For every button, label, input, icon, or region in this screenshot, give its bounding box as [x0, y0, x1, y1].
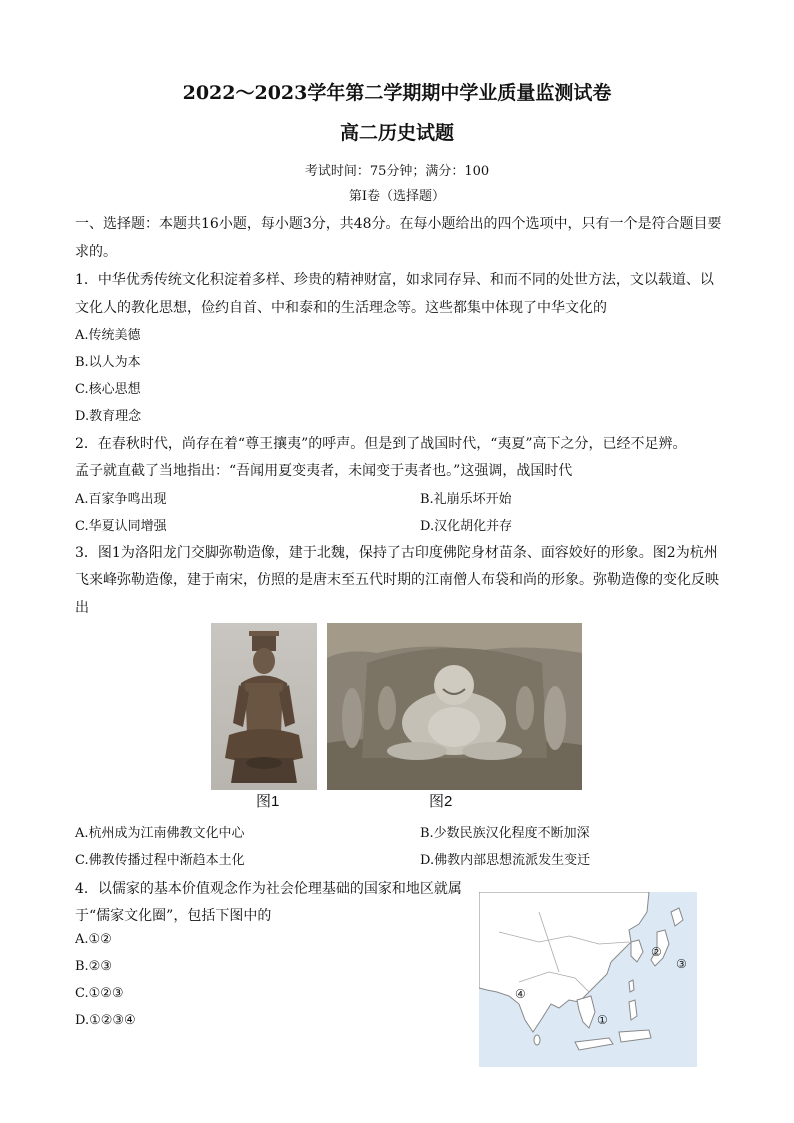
- section-title: 第Ⅰ卷（选择题）: [348, 189, 446, 204]
- q3-stem-line-2: 飞来峰弥勒造像，建于南宋，仿照的是唐末至五代时期的江南僧人布袋和尚的形象。弥勒造像的变化反映: [75, 572, 719, 588]
- q2-option-d: D.汉化胡化并存: [420, 519, 513, 534]
- q3-stem-line-3: 出: [75, 600, 89, 616]
- q1-option-b: B.以人为本: [75, 355, 141, 370]
- q4-option-b: B.②③: [75, 959, 112, 974]
- figure-2-rock-carving-image: [327, 623, 582, 790]
- map-marker-3: ③: [676, 957, 687, 971]
- q2-stem-line-1: 2．在春秋时代，尚存在着“尊王攘夷”的呼声。但是到了战国时代，“夷夏”高下之分，已经不足辨。: [75, 436, 687, 452]
- q3-option-c: C.佛教传播过程中渐趋本土化: [75, 853, 245, 868]
- map-marker-4: ④: [515, 987, 526, 1001]
- map-marker-2: ②: [651, 945, 662, 959]
- q1-option-c: C.核心思想: [75, 382, 141, 397]
- instructions-line-1: 一、选择题：本题共16小题，每小题3分，共48分。在每小题给出的四个选项中，只有一个是符合题目要: [75, 216, 722, 232]
- q2-stem-line-2: 孟子就直截了当地指出：“吾闻用夏变夷者，未闻变于夷者也。”这强调，战国时代: [75, 463, 573, 479]
- q3-option-a: A.杭州成为江南佛教文化中心: [75, 826, 245, 841]
- q4-option-c: C.①②③: [75, 986, 124, 1001]
- q4-stem-line-2: 于“儒家文化圈”，包括下图中的: [75, 908, 272, 924]
- q3-option-b: B.少数民族汉化程度不断加深: [420, 826, 590, 841]
- figure-1-statue-image: [211, 623, 317, 790]
- q4-option-d: D.①②③④: [75, 1013, 136, 1028]
- exam-title: 2022～2023学年第二学期期中学业质量监测试卷: [182, 82, 612, 104]
- q3-option-d: D.佛教内部思想流派发生变迁: [420, 853, 591, 868]
- q1-stem-line-1: 1．中华优秀传统文化积淀着多样、珍贵的精神财富，如求同存异、和而不同的处世方法，文以载道、以: [75, 272, 714, 288]
- instructions-line-2: 求的。: [75, 244, 117, 260]
- q1-stem-line-2: 文化人的教化思想，俭约自首、中和泰和的生活理念等。这些都集中体现了中华文化的: [75, 300, 607, 316]
- figure-1-caption: 图1: [256, 793, 280, 810]
- subject-title: 高二历史试题: [339, 122, 454, 144]
- q3-stem-line-1: 3．图1为洛阳龙门交脚弥勒造像，建于北魏，保持了古印度佛陀身材苗条、面容姣好的形象。图2为杭州: [75, 545, 718, 561]
- map-marker-1: ①: [597, 1013, 608, 1027]
- q1-option-d: D.教育理念: [75, 409, 142, 424]
- q4-option-a: A.①②: [75, 932, 112, 947]
- asia-map-image: [479, 892, 697, 1067]
- q2-option-b: B.礼崩乐坏开始: [420, 492, 512, 507]
- q4-stem-line-1: 4．以儒家的基本价值观念作为社会伦理基础的国家和地区就属: [75, 881, 462, 897]
- q1-option-a: A.传统美德: [75, 328, 141, 343]
- q2-option-a: A.百家争鸣出现: [75, 492, 167, 507]
- q2-option-c: C.华夏认同增强: [75, 519, 167, 534]
- exam-info: 考试时间：75分钟；满分：100: [304, 164, 490, 179]
- figure-2-caption: 图2: [429, 793, 453, 810]
